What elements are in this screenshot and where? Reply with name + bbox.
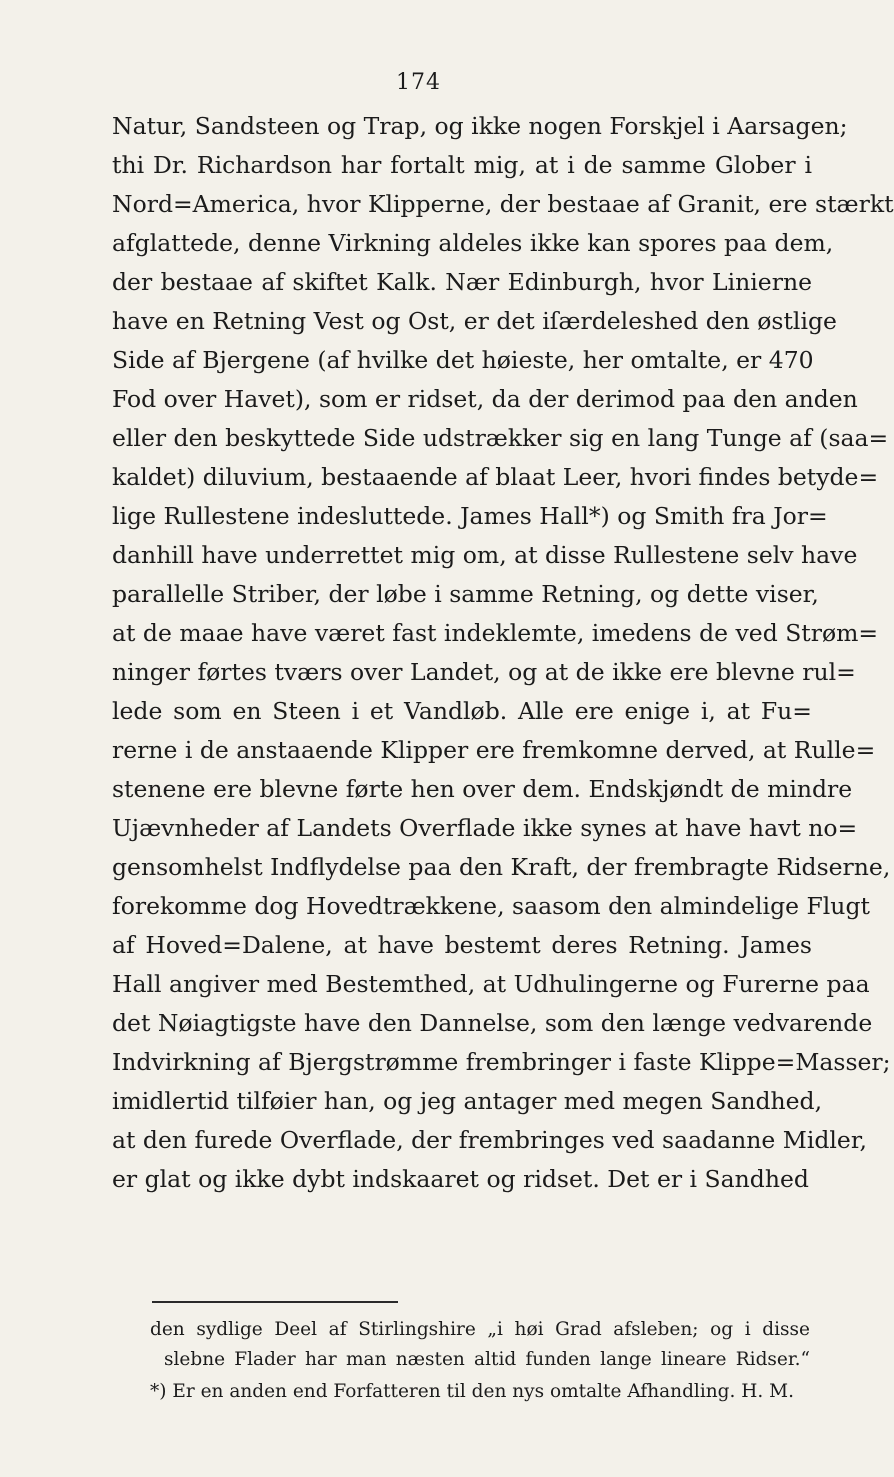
text-line: det Nøiagtigste have den Dannelse, som den længe vedvarende xyxy=(112,1009,873,1037)
text-line: ninger førtes tværs over Landet, og at de ikke ere blevne rul= xyxy=(112,658,856,686)
text-line: Side af Bjergene (af hvilke det høieste, her omtalte, er 470 xyxy=(112,346,814,374)
text-line: er glat og ikke dybt indskaaret og ridset. Det er i Sandhed xyxy=(112,1165,809,1193)
text-line: Nord=America, hvor Klipperne, der bestaae af Granit, ere stærkt xyxy=(112,190,894,218)
text-line: kaldet) diluvium, bestaaende af blaat Leer, hvori findes betyde= xyxy=(112,463,879,491)
text-line: danhill have underrettet mig om, at disse Rullestene selv have xyxy=(112,541,858,569)
text-line: gensomhelst Indflydelse paa den Kraft, der frembragte Ridserne, xyxy=(112,853,891,881)
text-line: Hall angiver med Bestemthed, at Udhulingerne og Furerne paa xyxy=(112,970,870,998)
text-line: af Hoved=Dalene, at have bestemt deres Retning. James xyxy=(112,931,812,959)
text-line: der bestaae af skiftet Kalk. Nær Edinburgh, hvor Linierne xyxy=(112,268,812,296)
text-line: parallelle Striber, der løbe i samme Retning, og dette viser, xyxy=(112,580,819,608)
text-line: lede som en Steen i et Vandløb. Alle ere enige i, at Fu= xyxy=(112,697,812,725)
footnote-line: *) Er en anden end Forfatteren til den nys omtalte Afhandling. H. M. xyxy=(150,1381,794,1402)
text-line: at de maae have været fast indeklemte, imedens de ved Strøm= xyxy=(112,619,879,647)
footnote-line: den sydlige Deel af Stirlingshire „i høi Grad afsleben; og i disse xyxy=(150,1319,810,1340)
footnote-divider xyxy=(152,1301,398,1303)
text-line: thi Dr. Richardson har fortalt mig, at i de samme Glober i xyxy=(112,151,812,179)
text-line: stenene ere blevne førte hen over dem. Endskjøndt de mindre xyxy=(112,775,853,803)
text-line: Indvirkning af Bjergstrømme frembringer i faste Klippe=Masser; xyxy=(112,1048,891,1076)
text-line: have en Retning Vest og Ost, er det iſærdeleshed den østlige xyxy=(112,307,837,335)
text-line: imidlertid tilføier han, og jeg antager med megen Sandhed, xyxy=(112,1087,823,1115)
text-line: Natur, Sandsteen og Trap, og ikke nogen Forskjel i Aarsagen; xyxy=(112,112,848,140)
text-line: lige Rullestene indesluttede. James Hall*) og Smith fra Jor= xyxy=(112,502,828,530)
text-line: rerne i de anstaaende Klipper ere fremkomne derved, at Rulle= xyxy=(112,736,876,764)
text-line: Fod over Havet), som er ridset, da der derimod paa den anden xyxy=(112,385,858,413)
text-line: afglattede, denne Virkning aldeles ikke kan spores paa dem, xyxy=(112,229,834,257)
text-line: forekomme dog Hovedtrækkene, saasom den almindelige Flugt xyxy=(112,892,870,920)
text-line: at den furede Overflade, der frembringes ved saadanne Midler, xyxy=(112,1126,867,1154)
text-line: eller den beskyttede Side udstrækker sig en lang Tunge af (saa= xyxy=(112,424,889,452)
text-line: Ujævnheder af Landets Overflade ikke synes at have havt no= xyxy=(112,814,858,842)
footnote-line: slebne Flader har man næsten altid funden lange lineare Ridser.“ xyxy=(164,1349,810,1370)
page-number: 174 xyxy=(396,70,441,95)
